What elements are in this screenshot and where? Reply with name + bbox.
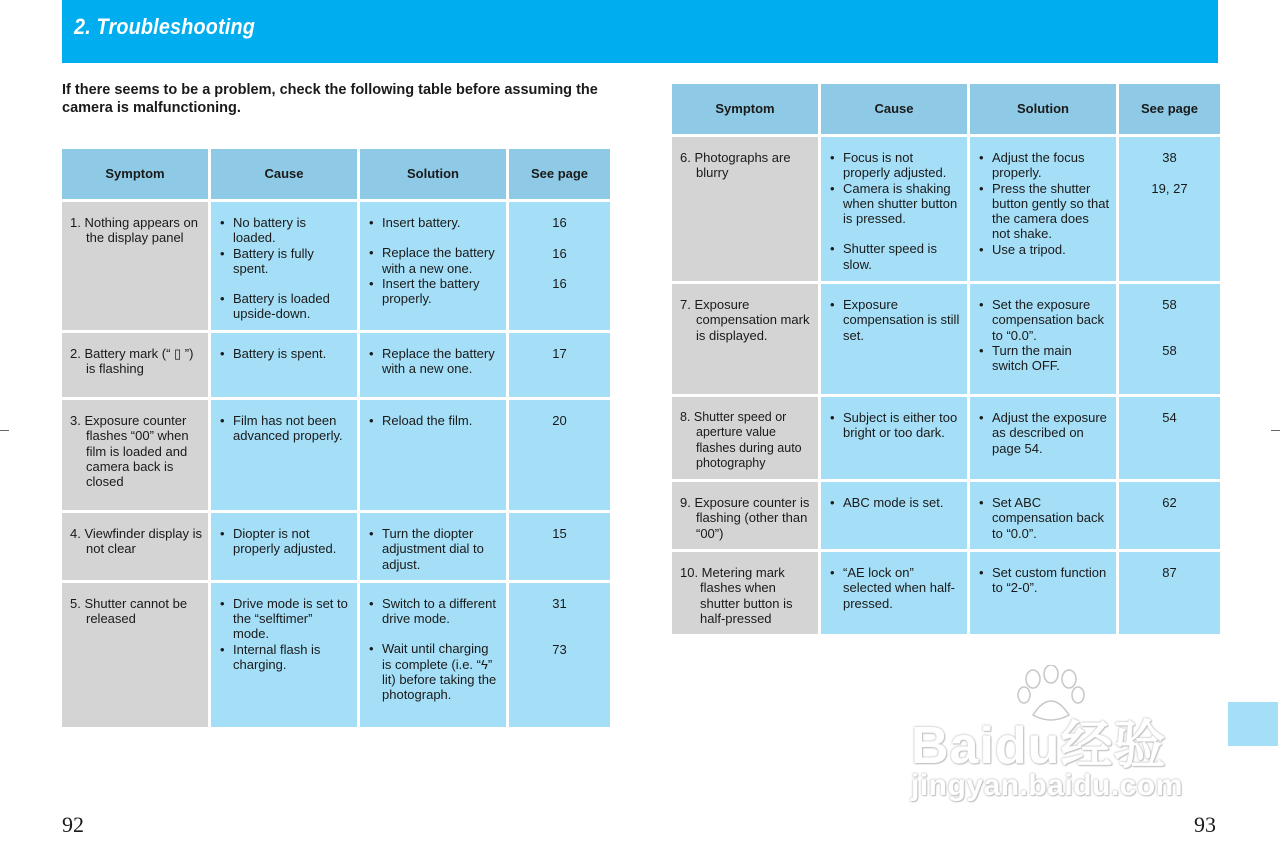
symptom-text: 5. Shutter cannot be released [70, 595, 188, 627]
solution-item: • Adjust the exposure as described on page 54. [978, 410, 1110, 456]
table-header-row [62, 149, 610, 199]
page-cell [509, 513, 610, 580]
page-ref: 16 [552, 215, 567, 230]
table-row [672, 397, 1220, 479]
solution-item: • Insert the battery properly. [368, 276, 500, 307]
symptom-text: 6. Photographs are blurry [680, 150, 791, 181]
cause-cell [211, 583, 357, 727]
header-solution: Solution [970, 84, 1116, 134]
intro-text: If there seems to be a problem, check the following table before assuming the camera is malfunctioning. [62, 82, 598, 116]
solution-cell [970, 397, 1116, 479]
cause-item: • No battery is loaded. [219, 215, 351, 246]
solution-item: • Turn the diopter adjustment dial to adjust. [368, 526, 500, 572]
symptom-text: 3. Exposure counter flashes “00” when film is loaded and camera back is closed [70, 413, 189, 490]
page-ref: 58 [1162, 342, 1177, 358]
symptom-text: 4. Viewfinder display is not clear [70, 526, 202, 557]
header-see-page: See page [1119, 84, 1220, 134]
solution-item: • Set custom function to “2-0”. [978, 565, 1110, 596]
table-header-row [672, 84, 1220, 134]
symptom-text: 9. Exposure counter is flashing (other than “00”) [680, 495, 810, 541]
troubleshooting-table-left [59, 146, 613, 730]
header-symptom: Symptom [62, 149, 208, 199]
symptom-cell [62, 202, 208, 330]
symptom-cell [62, 400, 208, 510]
symptom-cell [672, 284, 818, 394]
solution-cell [360, 583, 506, 727]
page-cell [1119, 284, 1220, 394]
symptom-cell [672, 397, 818, 479]
page-number-right: 93 [1194, 812, 1216, 837]
symptom-cell [672, 482, 818, 549]
solution-cell [360, 513, 506, 580]
page-cell [509, 400, 610, 510]
troubleshooting-table-right [669, 81, 1223, 637]
page-ref: 16 [552, 276, 567, 292]
page-ref: 16 [552, 245, 567, 261]
cause-item: • Subject is either too bright or too dark. [829, 410, 961, 441]
solution-item: • Wait until charging is complete (i.e. “ϟ” lit) before taking the photograph. [368, 641, 500, 702]
cause-cell [211, 400, 357, 510]
page-ref: 62 [1162, 495, 1177, 511]
page-ref: 54 [1162, 410, 1177, 425]
page-ref: 38 [1162, 150, 1177, 165]
page-cell [509, 583, 610, 727]
page-cell [1119, 552, 1220, 634]
header-cause: Cause [821, 84, 967, 134]
cause-cell [211, 513, 357, 580]
symptom-text: 7. Exposure compensation mark is displayed. [680, 297, 810, 343]
cause-cell [821, 137, 967, 281]
page-number-left: 92 [62, 812, 84, 837]
page-ref: 87 [1162, 565, 1177, 581]
solution-item: • Replace the battery with a new one. [368, 245, 500, 276]
table-row [62, 333, 610, 397]
table-row [672, 482, 1220, 549]
solution-item: • Press the shutter button gently so that the camera does not shake. [978, 181, 1110, 242]
watermark-logo: Baidu经验 [911, 717, 1167, 775]
solution-cell [970, 552, 1116, 634]
cause-item: • Film has not been advanced properly. [219, 413, 351, 444]
watermark-url: jingyan.baidu.com [911, 769, 1183, 802]
cause-item: • Shutter speed is slow. [829, 241, 961, 272]
symptom-text: 2. Battery mark (“ ▯ ”) is flashing [70, 346, 194, 377]
solution-item: • Replace the battery with a new one. [368, 346, 500, 377]
symptom-cell [62, 333, 208, 397]
cause-item: • “AE lock on” selected when half-pressed. [829, 565, 961, 611]
table-row [672, 284, 1220, 394]
symptom-cell [672, 137, 818, 281]
solution-cell [360, 400, 506, 510]
solution-item: • Set the exposure compensation back to “0.0”. [978, 297, 1110, 343]
table-row [672, 552, 1220, 634]
cause-item: • ABC mode is set. [829, 495, 961, 510]
crop-mark-right [1271, 430, 1280, 431]
cause-item: • Battery is fully spent. [219, 246, 351, 277]
symptom-cell [672, 552, 818, 634]
page-ref: 31 [552, 595, 567, 611]
header-see-page: See page [509, 149, 610, 199]
page-cell [509, 202, 610, 330]
cause-item: • Battery is loaded upside-down. [219, 291, 351, 322]
header-symptom: Symptom [672, 84, 818, 134]
cause-item: • Camera is shaking when shutter button is pressed. [829, 181, 961, 227]
cause-item: • Internal flash is charging. [219, 642, 351, 673]
solution-cell [360, 202, 506, 330]
cause-item: • Drive mode is set to the “selftimer” mode. [219, 596, 351, 642]
solution-item: • Switch to a different drive mode. [368, 596, 500, 627]
page-cell [509, 333, 610, 397]
table-row [62, 202, 610, 330]
solution-cell [360, 333, 506, 397]
table-row [672, 137, 1220, 281]
page-ref: 20 [552, 413, 567, 428]
cause-cell [211, 333, 357, 397]
cause-item: • Battery is spent. [219, 346, 351, 361]
header-cause: Cause [211, 149, 357, 199]
cause-item: • Diopter is not properly adjusted. [219, 526, 351, 557]
header-solution: Solution [360, 149, 506, 199]
page-cell [1119, 482, 1220, 549]
table-row [62, 513, 610, 580]
section-banner [62, 0, 1218, 63]
symptom-cell [62, 513, 208, 580]
symptom-text: 1. Nothing appears on the display panel [70, 215, 198, 246]
symptom-text: 8. Shutter speed or aperture value flashes during auto photography [680, 410, 802, 470]
cause-item: • Exposure compensation is still set. [829, 297, 961, 343]
cause-cell [211, 202, 357, 330]
section-side-tab [1228, 702, 1278, 746]
page-ref: 15 [552, 526, 567, 541]
solution-cell [970, 284, 1116, 394]
page-ref: 17 [552, 346, 567, 361]
solution-item: • Reload the film. [368, 413, 500, 428]
page-ref: 58 [1162, 297, 1177, 312]
crop-mark-left [0, 430, 9, 431]
solution-cell [970, 137, 1116, 281]
solution-item: • Turn the main switch OFF. [978, 343, 1110, 374]
table-row [62, 400, 610, 510]
cause-cell [821, 482, 967, 549]
solution-cell [970, 482, 1116, 549]
solution-item: • Insert battery. [368, 215, 500, 230]
solution-item: • Set ABC compensation back to “0.0”. [978, 495, 1110, 541]
section-title: 2. Troubleshooting [74, 14, 256, 39]
baidu-watermark [905, 665, 1205, 815]
symptom-cell [62, 583, 208, 727]
table-row [62, 583, 610, 727]
cause-cell [821, 284, 967, 394]
page-ref: 73 [552, 641, 567, 657]
cause-cell [821, 397, 967, 479]
cause-cell [821, 552, 967, 634]
symptom-text: 10. Metering mark flashes when shutter button is half-pressed [680, 565, 793, 626]
page-cell [1119, 137, 1220, 281]
page-ref: 19, 27 [1151, 180, 1188, 196]
page-cell [1119, 397, 1220, 479]
solution-item: • Use a tripod. [978, 242, 1110, 257]
cause-item: • Focus is not properly adjusted. [829, 150, 961, 181]
solution-item: • Adjust the focus properly. [978, 150, 1110, 181]
